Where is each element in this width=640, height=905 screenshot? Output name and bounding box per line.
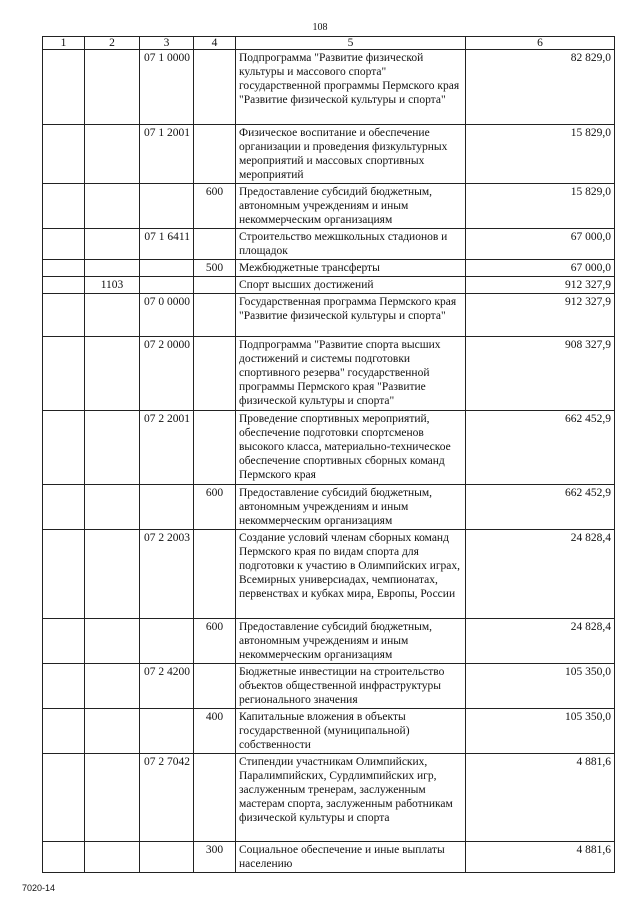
table-row [43,125,615,184]
header-row [43,37,615,50]
amount-cell: 912 327,9 [466,294,615,337]
item-name-cell: Государственная программа Пермского края "Развитие физической культуры и спорта" [236,294,466,337]
subsection-cell [85,229,140,260]
target-code-cell [140,260,194,277]
amount-cell: 67 000,0 [466,229,615,260]
section-cell [43,842,85,873]
expense-type-cell [194,754,236,842]
subsection-cell [85,125,140,184]
target-code-cell: 07 1 0000 [140,50,194,125]
table-row [43,754,615,842]
subsection-cell [85,50,140,125]
footer-code: 7020-14 [22,883,56,893]
target-code-cell: 07 2 2001 [140,411,194,485]
subsection-cell [85,184,140,229]
amount-cell: 15 829,0 [466,184,615,229]
section-cell [43,125,85,184]
section-cell [43,619,85,664]
item-name-cell: Стипендии участникам Олимпийских, Паралимпийских, Сурдлимпийских игр, заслуженным тренерам, заслуженным мастерам спорта, заслуженным работникам физической культуры и спорта [236,754,466,842]
table-row [43,50,615,125]
expense-type-cell: 300 [194,842,236,873]
item-name-cell: Подпрограмма "Развитие спорта высших достижений и системы подготовки спортивного резерва" государственной программы Пермского края "Развитие физической культуры и спорта" [236,337,466,411]
target-code-cell [140,709,194,754]
page-number: 108 [312,22,328,33]
table-row [43,260,615,277]
table-row [43,664,615,709]
column-header: 5 [236,37,466,50]
table-row [43,530,615,619]
table-row [43,184,615,229]
subsection-cell [85,664,140,709]
section-cell [43,485,85,530]
item-name-cell: Предоставление субсидий бюджетным, автономным учреждениям и иным некоммерческим организациям [236,619,466,664]
table-row [43,709,615,754]
target-code-cell: 07 2 2003 [140,530,194,619]
item-name-cell: Предоставление субсидий бюджетным, автономным учреждениям и иным некоммерческим организациям [236,184,466,229]
subsection-cell [85,619,140,664]
section-cell [43,229,85,260]
target-code-cell: 07 1 2001 [140,125,194,184]
amount-cell: 24 828,4 [466,530,615,619]
item-name-cell: Создание условий членам сборных команд Пермского края по видам спорта для подготовки к участию в Олимпийских играх, Всемирных универсиадах, чемпионатах, первенствах и кубках мира, Европы, России [236,530,466,619]
target-code-cell: 07 0 0000 [140,294,194,337]
target-code-cell: 07 2 0000 [140,337,194,411]
subsection-cell [85,411,140,485]
amount-cell: 105 350,0 [466,664,615,709]
item-name-cell: Предоставление субсидий бюджетным, автономным учреждениям и иным некоммерческим организациям [236,485,466,530]
item-name-cell: Межбюджетные трансферты [236,260,466,277]
amount-cell: 24 828,4 [466,619,615,664]
expense-type-cell [194,664,236,709]
expense-type-cell [194,277,236,294]
table-row [43,619,615,664]
amount-cell: 15 829,0 [466,125,615,184]
target-code-cell [140,485,194,530]
item-name-cell: Социальное обеспечение и иные выплаты населению [236,842,466,873]
table-row [43,411,615,485]
amount-cell: 67 000,0 [466,260,615,277]
amount-cell: 908 327,9 [466,337,615,411]
section-cell [43,664,85,709]
amount-cell: 105 350,0 [466,709,615,754]
amount-cell: 4 881,6 [466,754,615,842]
section-cell [43,184,85,229]
expense-type-cell [194,229,236,260]
item-name-cell: Капитальные вложения в объекты государственной (муниципальной) собственности [236,709,466,754]
table-row [43,337,615,411]
amount-cell: 662 452,9 [466,485,615,530]
section-cell [43,294,85,337]
expense-type-cell [194,411,236,485]
section-cell [43,530,85,619]
item-name-cell: Спорт высших достижений [236,277,466,294]
target-code-cell [140,184,194,229]
target-code-cell: 07 2 7042 [140,754,194,842]
amount-cell: 4 881,6 [466,842,615,873]
target-code-cell: 07 1 6411 [140,229,194,260]
expense-type-cell: 600 [194,619,236,664]
amount-cell: 662 452,9 [466,411,615,485]
subsection-cell [85,485,140,530]
section-cell [43,50,85,125]
expense-type-cell [194,125,236,184]
item-name-cell: Подпрограмма "Развитие физической культуры и массового спорта" государственной программы Пермского края "Развитие физической культуры и спорта" [236,50,466,125]
column-header: 3 [140,37,194,50]
amount-cell: 912 327,9 [466,277,615,294]
subsection-cell [85,294,140,337]
target-code-cell [140,842,194,873]
column-header: 6 [466,37,615,50]
subsection-cell [85,842,140,873]
target-code-cell [140,619,194,664]
expense-type-cell: 500 [194,260,236,277]
expense-type-cell [194,294,236,337]
table-row [43,485,615,530]
section-cell [43,337,85,411]
expense-type-cell: 600 [194,485,236,530]
subsection-cell [85,709,140,754]
subsection-cell [85,260,140,277]
item-name-cell: Бюджетные инвестиции на строительство объектов общественной инфраструктуры регионального значения [236,664,466,709]
table-row [43,277,615,294]
item-name-cell: Строительство межшкольных стадионов и площадок [236,229,466,260]
column-header: 4 [194,37,236,50]
section-cell [43,709,85,754]
table-row [43,229,615,260]
expense-type-cell [194,337,236,411]
subsection-cell [85,530,140,619]
budget-table [42,36,615,873]
section-cell [43,260,85,277]
expense-type-cell: 600 [194,184,236,229]
subsection-cell: 1103 [85,277,140,294]
section-cell [43,754,85,842]
column-header: 1 [43,37,85,50]
section-cell [43,411,85,485]
expense-type-cell [194,50,236,125]
target-code-cell [140,277,194,294]
table-row [43,842,615,873]
item-name-cell: Проведение спортивных мероприятий, обеспечение подготовки спортсменов высокого класса, материально-техническое обеспечение спортивных сборных команд Пермского края [236,411,466,485]
item-name-cell: Физическое воспитание и обеспечение организации и проведения физкультурных мероприятий и массовых спортивных мероприятий [236,125,466,184]
subsection-cell [85,754,140,842]
subsection-cell [85,337,140,411]
column-header: 2 [85,37,140,50]
table-row [43,294,615,337]
expense-type-cell: 400 [194,709,236,754]
expense-type-cell [194,530,236,619]
target-code-cell: 07 2 4200 [140,664,194,709]
section-cell [43,277,85,294]
amount-cell: 82 829,0 [466,50,615,125]
